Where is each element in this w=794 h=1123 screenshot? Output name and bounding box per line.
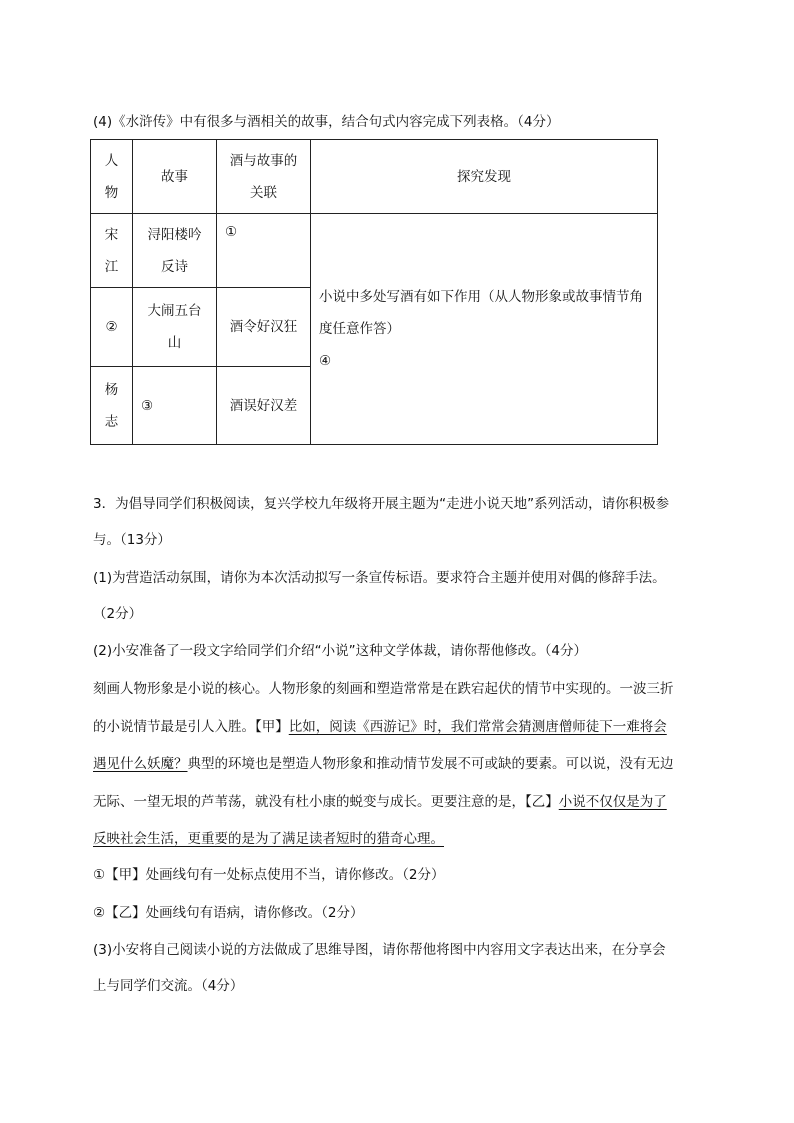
essay-line — [93, 784, 701, 822]
finding-line1: 小说中多处写酒有如下作用（从人物形象或故事情节角 — [319, 289, 643, 305]
essay-text: 典型的环境也是塑造人物形象和推动情节发展不可或缺的要素。可以说，没有无边 — [187, 756, 674, 772]
row3-story: ③ — [133, 367, 217, 445]
header-person — [91, 140, 133, 214]
essay-text: 刻画人物形象是小说的核心。人物形象的刻画和塑造常常是在跌宕起伏的情节中实现的。一波三折 — [93, 681, 674, 697]
q3-sub3-line1: (3)小安将自己阅读小说的方法做成了思维导图，请你帮他将图中内容用文字表达出来，在分享会 — [93, 942, 666, 958]
row2-story — [133, 288, 217, 367]
header-person-line2: 物 — [104, 184, 119, 201]
row1-person-line1: 宋 — [104, 226, 119, 243]
q3-sub1-line1: (1)为营造活动氛围，请你为本次活动拟写一条宣传标语。要求符合主题并使用对偶的修辞手法。 — [93, 570, 666, 586]
row1-person — [91, 214, 133, 288]
essay-line — [93, 709, 701, 747]
row2-story-line2: 山 — [167, 335, 182, 351]
header-relation — [217, 140, 311, 214]
row3-person-line1: 杨 — [104, 381, 119, 398]
row1-person-line2: 江 — [104, 258, 119, 275]
underlined-sentence-jia: 比如，阅读《西游记》时，我们常常会猜测唐僧师徒下一难将会 — [288, 718, 667, 735]
q3-intro-line1: 3．为倡导同学们积极阅读，复兴学校九年级将开展主题为“走进小说天地”系列活动，请你积极参 — [93, 496, 670, 512]
row2-story-line1: 大闹五台 — [147, 303, 202, 319]
row1-relation: ① — [217, 214, 311, 288]
underlined-sentence-jia-end: 遇见什么妖魔？ — [93, 756, 188, 772]
finding-blank-4: ④ — [319, 353, 332, 369]
essay-passage — [93, 671, 701, 859]
row2-person: ② — [91, 288, 133, 367]
finding-cell — [311, 214, 658, 445]
row3-relation: 酒误好汉差 — [217, 367, 311, 445]
header-relation-line1: 酒与故事的 — [229, 152, 298, 169]
row3-person — [91, 367, 133, 445]
row3-person-line2: 志 — [104, 413, 119, 430]
essay-text: 的小说情节最是引人入胜。【甲】 — [93, 718, 289, 735]
question-4-intro: (4)《水浒传》中有很多与酒相关的故事，结合句式内容完成下列表格。（4分） — [93, 114, 560, 130]
header-story: 故事 — [133, 140, 217, 214]
row1-story-line1: 浔阳楼吟 — [147, 226, 202, 243]
underlined-sentence-yi: 小说不仅仅是为了 — [558, 793, 667, 810]
q3-sub2: (2)小安准备了一段文字给同学们介绍“小说”这种文学体裁，请你帮他修改。（4分） — [93, 643, 587, 659]
q3-sub1-line2: （2分） — [93, 606, 143, 622]
header-relation-line2: 关联 — [250, 184, 277, 201]
table-row — [91, 214, 658, 288]
finding-line2: 度任意作答） — [319, 321, 400, 337]
essay-text: 无际、一望无垠的芦苇荡，就没有杜小康的蜕变与成长。更要注意的是，【乙】 — [93, 793, 559, 810]
underlined-sentence-yi-end: 反映社会生活，更重要的是为了满足读者短时的猎奇心理。 — [93, 831, 444, 847]
row1-story-line2: 反诗 — [161, 258, 188, 275]
q3-sub3-line2: 上与同学们交流。（4分） — [93, 978, 244, 994]
row1-story — [133, 214, 217, 288]
essay-line — [93, 746, 701, 784]
q3-question-a: ①【甲】处画线句有一处标点使用不当，请你修改。（2分） — [93, 867, 445, 883]
q3-intro-line2: 与。（13分） — [93, 532, 171, 548]
q3-question-b: ②【乙】处画线句有语病，请你修改。（2分） — [93, 905, 364, 921]
header-finding: 探究发现 — [311, 140, 658, 214]
header-person-line1: 人 — [104, 152, 119, 169]
row2-relation: 酒令好汉狂 — [217, 288, 311, 367]
essay-line — [93, 671, 701, 709]
shuihu-wine-table — [90, 139, 658, 445]
table-header-row — [91, 140, 658, 214]
essay-line — [93, 821, 701, 859]
